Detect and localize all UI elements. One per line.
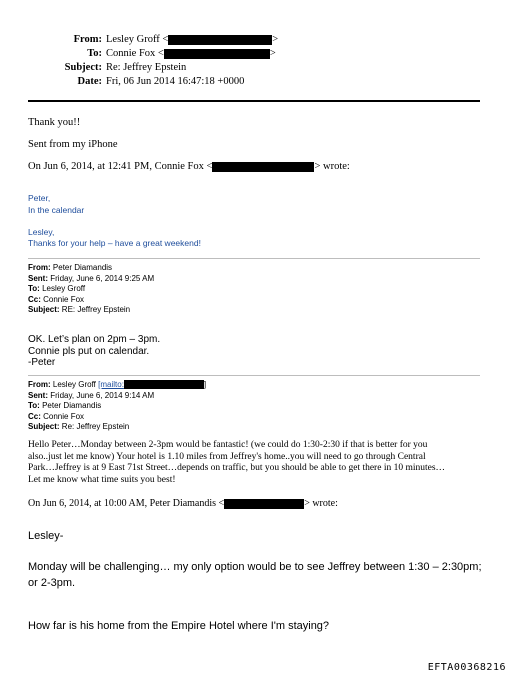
peter-from: From: Peter Diamandis — [28, 263, 113, 272]
redaction — [168, 35, 272, 45]
mailto-link[interactable]: [mailto: — [98, 380, 124, 389]
peter-orig-line-1: Monday will be challenging… my only option would be to see Jeffrey between 1:30 – 2:30pm; — [28, 561, 482, 573]
peter-header — [28, 263, 154, 316]
peter-to: To: Lesley Groff — [28, 284, 86, 293]
lesley-body-line-2: also..just let me know) Your hotel is 1.10 miles from Jeffrey's home..you will need to go through Central — [28, 451, 426, 462]
redaction — [212, 162, 314, 172]
connie-line-1: Peter, — [28, 193, 51, 203]
document-id: EFTA00368216 — [427, 662, 506, 673]
peter-cc: Cc: Connie Fox — [28, 294, 85, 304]
connie-line-3: Lesley, — [28, 227, 55, 237]
header-date-label: Date: — [77, 76, 102, 87]
separator-2 — [28, 375, 480, 376]
separator-1 — [28, 258, 480, 259]
peter-subject: Subject: RE: Jeffrey Epstein — [28, 305, 131, 314]
connie-line-2: In the calendar — [28, 205, 85, 215]
redaction — [164, 49, 270, 59]
lesley-subject: Subject: Re: Jeffrey Epstein — [28, 422, 130, 431]
lesley-header — [28, 380, 206, 433]
peter-body-line-2: Connie pls put on calendar. — [28, 345, 150, 357]
header-divider — [28, 100, 480, 102]
connie-line-4: Thanks for your help – have a great weekend! — [28, 238, 201, 248]
lesley-body — [28, 440, 445, 486]
peter-orig-line-2: or 2-3pm. — [28, 577, 76, 589]
header-subject-label: Subject: — [64, 62, 102, 73]
header-subject-value: Re: Jeffrey Epstein — [106, 62, 187, 73]
reply-thanks: Thank you!! — [28, 117, 81, 128]
lesley-body-line-1: Hello Peter…Monday between 2-3pm would be fantastic! (we could do 1:30-2:30 if that is better for you — [28, 440, 428, 450]
peter-sent: Sent: Friday, June 6, 2014 9:25 AM — [28, 273, 155, 283]
lesley-body-line-4: Let me know what time suits you best! — [28, 474, 176, 485]
lesley-sent: Sent: Friday, June 6, 2014 9:14 AM — [28, 390, 155, 400]
reply-quote-line: On Jun 6, 2014, at 12:41 PM, Connie Fox < > wrote: — [28, 161, 350, 172]
redaction — [124, 380, 204, 389]
lesley-cc: Cc: Connie Fox — [28, 411, 85, 421]
header-date-value: Fri, 06 Jun 2014 16:47:18 +0000 — [106, 76, 245, 87]
lesley-body-line-3: Park…Jeffrey is at 9 East 71st Street…depends on traffic, but you should be able to get there in 10 minutes… — [28, 463, 446, 473]
header-to-value: Connie Fox < > — [106, 48, 276, 59]
peter-body-line-1: OK. Let’s plan on 2pm – 3pm. — [28, 334, 161, 345]
peter-orig-greeting: Lesley- — [28, 530, 64, 542]
header-to-label: To: — [87, 48, 102, 59]
lesley-from: From: Lesley Groff [mailto: ] — [28, 380, 207, 389]
reply-sent-from: Sent from my iPhone — [28, 139, 118, 150]
header-from-label: From: — [73, 34, 102, 45]
peter-orig-line-3: How far is his home from the Empire Hotel where I'm staying? — [28, 620, 330, 632]
peter-body — [28, 334, 160, 369]
header-from-value: Lesley Groff < > — [106, 34, 279, 45]
lesley-quote-line: On Jun 6, 2014, at 10:00 AM, Peter Diamandis < > wrote: — [28, 498, 338, 509]
peter-body-line-3: -Peter — [28, 357, 56, 368]
redaction — [224, 499, 304, 509]
lesley-to: To: Peter Diamandis — [28, 401, 102, 410]
